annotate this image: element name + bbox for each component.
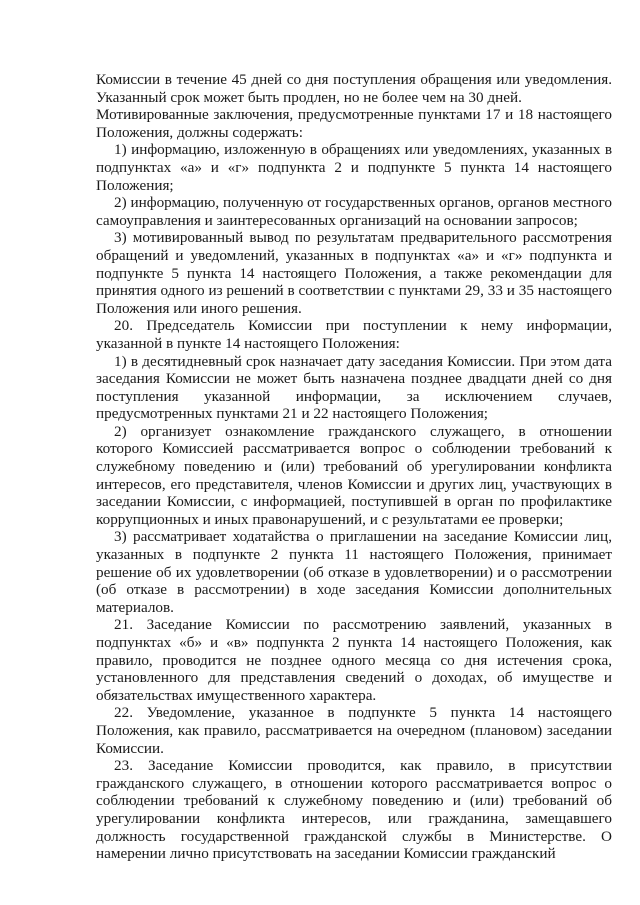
paragraph-motivated-conclusions: Мотивированные заключения, предусмотренные пунктами 17 и 18 настоящего Положения, должны содержать: <box>96 106 612 141</box>
paragraph-motivated-item-2: 2) информацию, полученную от государственных органов, органов местного самоуправления и заинтересованных организаций на основании запросов; <box>96 194 612 229</box>
paragraph-clause-21: 21. Заседание Комиссии по рассмотрению заявлений, указанных в подпунктах «б» и «в» подпункта 2 пункта 14 настоящего Положения, как правило, проводится не позднее одного месяца со дня истечения срока, установленного для представления сведений о доходах, об имуществе и обязательствах имущественного характера. <box>96 616 612 704</box>
document-page <box>96 71 612 863</box>
paragraph-motivated-item-3: 3) мотивированный вывод по результатам предварительного рассмотрения обращений и уведомлений, указанных в подпунктах «а» и «г» подпункта и подпункте 5 пункта 14 настоящего Положения, а также рекомендации для принятия одного из решений в соответствии с пунктами 29, 33 и 35 настоящего Положения или иного решения. <box>96 229 612 317</box>
paragraph-clause-20: 20. Председатель Комиссии при поступлении к нему информации, указанной в пункте 14 настоящего Положения: <box>96 317 612 352</box>
paragraph-clause-20-item-2: 2) организует ознакомление гражданского служащего, в отношении которого Комиссией рассматривается вопрос о соблюдении требований к служебному поведению и (или) требований об урегулировании конфликта интересов, его представителя, членов Комиссии и других лиц, участвующих в заседании Комиссии, с информацией, поступившей в орган по профилактике коррупционных и иных правонарушений, и с результатами ее проверки; <box>96 422 612 528</box>
paragraph-clause-20-item-1: 1) в десятидневный срок назначает дату заседания Комиссии. При этом дата заседания Комиссии не может быть назначена позднее двадцати дней со дня поступления указанной информации, за исключением случаев, предусмотренных пунктами 21 и 22 настоящего Положения; <box>96 352 612 423</box>
paragraph-clause-22: 22. Уведомление, указанное в подпункте 5 пункта 14 настоящего Положения, как правило, рассматривается на очередном (плановом) заседании Комиссии. <box>96 704 612 757</box>
paragraph-continuation: Комиссии в течение 45 дней со дня поступления обращения или уведомления. Указанный срок может быть продлен, но не более чем на 30 дней. <box>96 71 612 106</box>
paragraph-clause-20-item-3: 3) рассматривает ходатайства о приглашении на заседание Комиссии лиц, указанных в подпункте 2 пункта 11 настоящего Положения, принимает решение об их удовлетворении (об отказе в удовлетворении) и о рассмотрении (об отказе в рассмотрении) в ходе заседания Комиссии дополнительных материалов. <box>96 528 612 616</box>
paragraph-motivated-item-1: 1) информацию, изложенную в обращениях или уведомлениях, указанных в подпунктах «а» и «г» подпункта 2 и подпункте 5 пункта 14 настоящего Положения; <box>96 141 612 194</box>
paragraph-clause-23: 23. Заседание Комиссии проводится, как правило, в присутствии гражданского служащего, в отношении которого рассматривается вопрос о соблюдении требований к служебному поведению и (или) требований об урегулировании конфликта интересов, или гражданина, замещавшего должность государственной гражданской службы в Министерстве. О намерении лично присутствовать на заседании Комиссии гражданский <box>96 757 612 863</box>
